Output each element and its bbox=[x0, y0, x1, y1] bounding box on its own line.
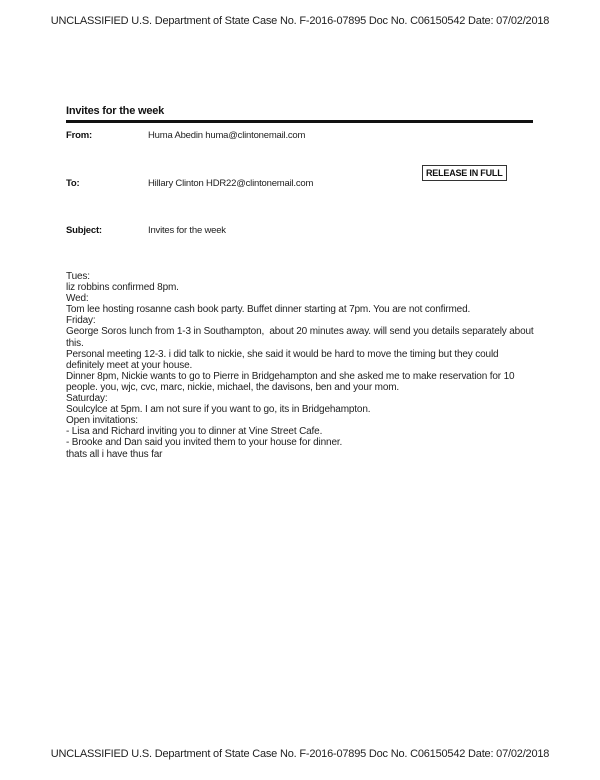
document-title: Invites for the week bbox=[66, 105, 165, 117]
subject-label: Subject: bbox=[66, 225, 102, 236]
body-line: Open invitations: bbox=[66, 415, 138, 427]
body-line: Personal meeting 12-3. i did talk to nickie, she said it would be hard to move the timing but they could definitely meet at your house. bbox=[66, 348, 502, 371]
body-line: Tom lee hosting rosanne cash book party. Buffet dinner starting at 7pm. You are not confirmed. bbox=[66, 304, 471, 316]
body-line: thats all i have thus far bbox=[66, 448, 163, 460]
body-line: Tues: bbox=[66, 271, 90, 282]
body-line: - Lisa and Richard inviting you to dinner at Vine Street Cafe. bbox=[66, 426, 323, 438]
body-line: Soulcylce at 5pm. I am not sure if you want to go, its in Bridgehampton. bbox=[66, 404, 371, 416]
body-line: George Soros lunch from 1-3 in Southampton, about 20 minutes away. will send you details separately about this. bbox=[66, 326, 537, 349]
body-line: - Brooke and Dan said you invited them to your house for dinner. bbox=[66, 437, 343, 449]
release-stamp: RELEASE IN FULL bbox=[422, 165, 507, 181]
header-classification-banner: UNCLASSIFIED U.S. Department of State Case No. F-2016-07895 Doc No. C06150542 Date: 07/02/2018 bbox=[50, 15, 550, 27]
to-value: Hillary Clinton HDR22@clintonemail.com bbox=[148, 178, 314, 189]
body-line: Dinner 8pm, Nickie wants to go to Pierre in Bridgehampton and she asked me to make reservation for 10 people. you, wjc, cvc, marc, nickie, michael, the davisons, ben and your mom. bbox=[66, 370, 518, 393]
body-line: Wed: bbox=[66, 293, 89, 305]
email-body bbox=[66, 271, 536, 460]
subject-value: Invites for the week bbox=[148, 225, 226, 236]
from-value: Huma Abedin huma@clintonemail.com bbox=[148, 130, 306, 141]
body-line: liz robbins confirmed 8pm. bbox=[66, 282, 179, 294]
footer-classification-banner: UNCLASSIFIED U.S. Department of State Case No. F-2016-07895 Doc No. C06150542 Date: 07/02/2018 bbox=[50, 748, 550, 760]
title-divider bbox=[66, 120, 533, 123]
body-line: Saturday: bbox=[66, 393, 108, 405]
from-label: From: bbox=[66, 130, 92, 141]
to-label: To: bbox=[66, 178, 80, 189]
body-line: Friday: bbox=[66, 315, 96, 327]
